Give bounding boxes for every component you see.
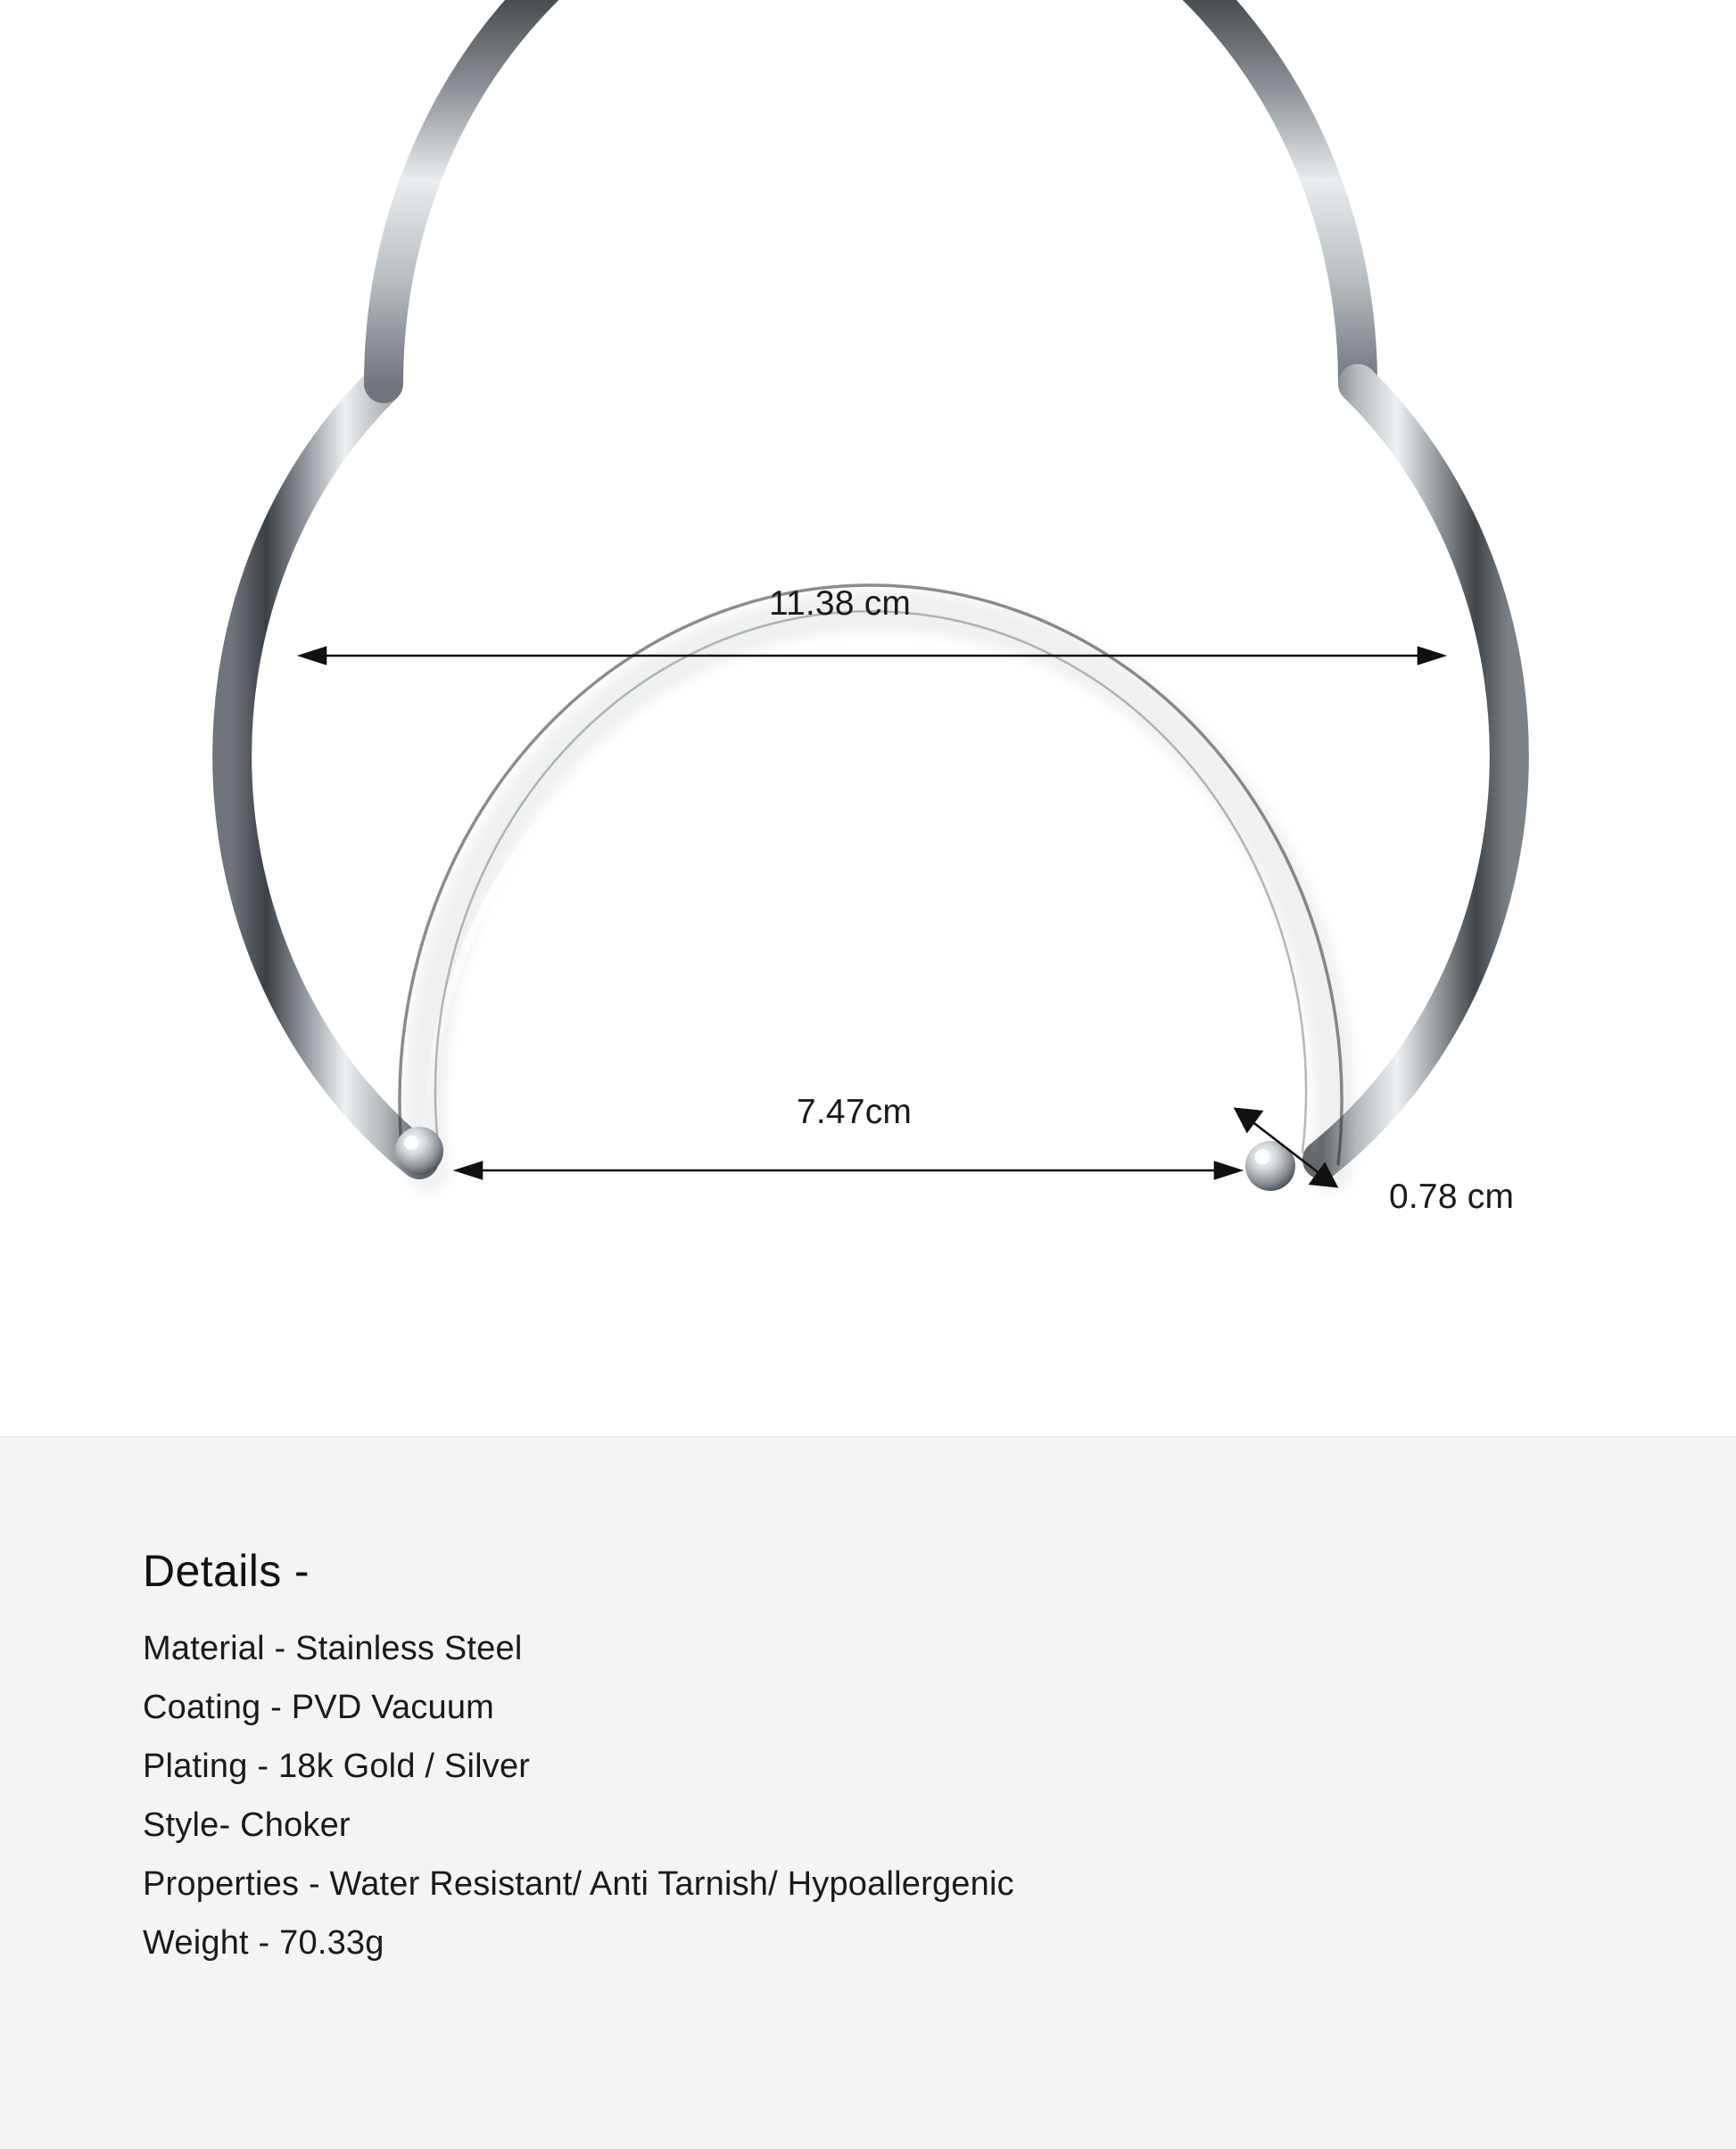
details-title: Details - bbox=[143, 1545, 310, 1596]
details-item-plating: Plating - 18k Gold / Silver bbox=[143, 1748, 531, 1785]
details-item-weight: Weight - 70.33g bbox=[143, 1924, 384, 1962]
details-item-style: Style- Choker bbox=[143, 1806, 351, 1844]
details-item-coating: Coating - PVD Vacuum bbox=[143, 1689, 495, 1726]
details-list bbox=[143, 1619, 1481, 1972]
dimension-width-label: 11.38 cm bbox=[769, 584, 912, 623]
details-item-material: Material - Stainless Steel bbox=[143, 1630, 523, 1667]
dimension-thickness-label: 0.78 cm bbox=[1389, 1178, 1515, 1216]
details-item-properties: Properties - Water Resistant/ Anti Tarnish/ Hypoallergenic bbox=[143, 1865, 1014, 1903]
dimension-gap-label: 7.47cm bbox=[797, 1093, 913, 1131]
